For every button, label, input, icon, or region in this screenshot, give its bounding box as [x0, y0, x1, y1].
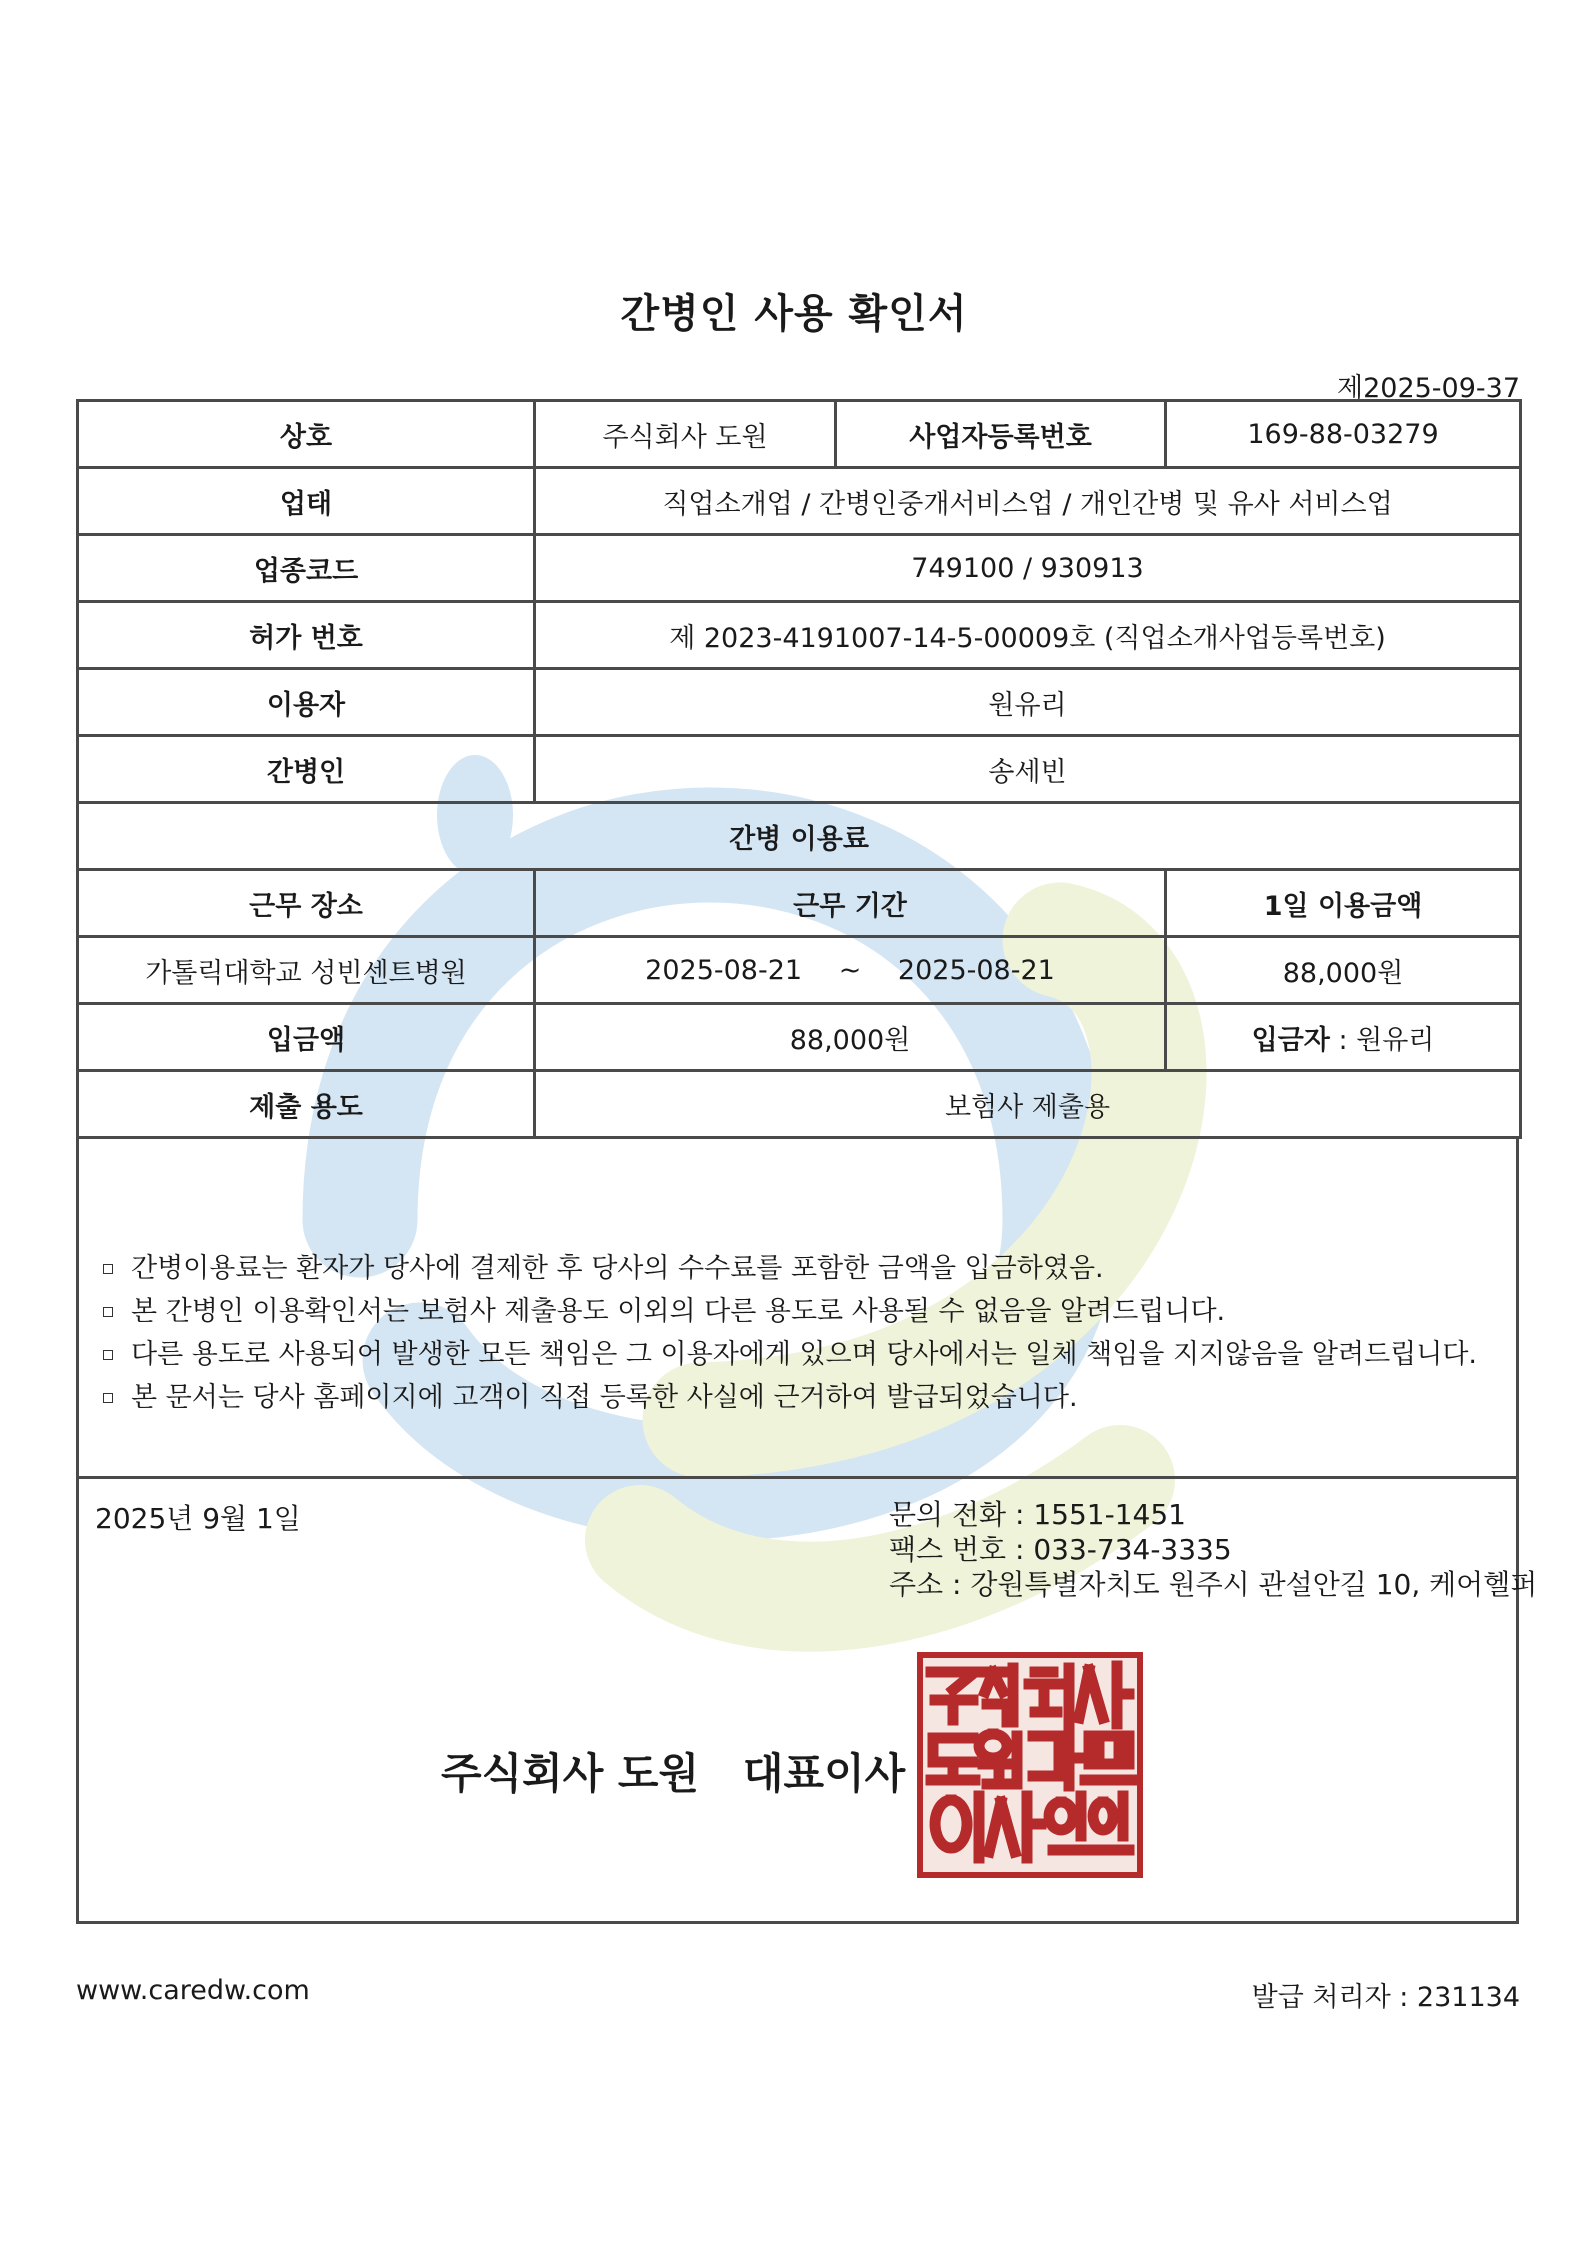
- notice-item: 다른 용도로 사용되어 발생한 모든 책임은 그 이용자에게 있으며 당사에서는 일체 책임을 지지않음을 알려드립니다.: [103, 1333, 1477, 1376]
- industry-code-label: 업종코드: [78, 535, 535, 602]
- depositor-separator: :: [1329, 1024, 1357, 1056]
- square-bullet-icon: [103, 1264, 113, 1274]
- industry-code-value: 749100 / 930913: [535, 535, 1521, 602]
- fee-value-row: [78, 937, 1521, 1004]
- work-period-label: 근무 기간: [535, 870, 1166, 937]
- signer-title: 주식회사 도원 대표이사: [441, 1749, 906, 1798]
- document-title: 간병인 사용 확인서: [620, 291, 968, 337]
- issue-date: 2025년 9월 1일: [95, 1502, 301, 1535]
- footer-box: [76, 1479, 1538, 1924]
- business-type-row: [78, 468, 1521, 535]
- info-table: [76, 399, 1522, 1139]
- period-start: 2025-08-21: [645, 954, 803, 986]
- purpose-row: [78, 1071, 1521, 1138]
- registration-number-value: 169-88-03279: [1166, 401, 1521, 468]
- period-end: 2025-08-21: [897, 954, 1055, 986]
- caregiver-label: 간병인: [78, 736, 535, 803]
- square-bullet-icon: [103, 1393, 113, 1403]
- work-place-label: 근무 장소: [78, 870, 535, 937]
- deposit-label: 입금액: [78, 1004, 535, 1071]
- license-number-row: [78, 602, 1521, 669]
- purpose-value: 보험사 제출용: [535, 1071, 1521, 1138]
- square-bullet-icon: [103, 1307, 113, 1317]
- issuer-id: 발급 처리자 : 231134: [1251, 1982, 1520, 2013]
- phone-number: 문의 전화 : 1551-1451: [889, 1498, 1186, 1531]
- deposit-row: [78, 1004, 1521, 1071]
- work-period-value: [535, 937, 1166, 1004]
- fax-number: 팩스 번호 : 033-734-3335: [889, 1533, 1232, 1566]
- industry-code-row: [78, 535, 1521, 602]
- user-label: 이용자: [78, 669, 535, 736]
- business-type-value: 직업소개업 / 간병인중개서비스업 / 개인간병 및 유사 서비스업: [535, 468, 1521, 535]
- notice-item: 본 간병인 이용확인서는 보험사 제출용도 이외의 다른 용도로 사용될 수 없음을 알려드립니다.: [103, 1290, 1477, 1333]
- fee-section-row: [78, 803, 1521, 870]
- fee-header-row: [78, 870, 1521, 937]
- company-name-label: 상호: [78, 401, 535, 468]
- depositor-value: 원유리: [1356, 1024, 1435, 1056]
- user-value: 원유리: [535, 669, 1521, 736]
- depositor-cell: [1166, 1004, 1521, 1071]
- user-row: [78, 669, 1521, 736]
- notice-box: [76, 1139, 1519, 1479]
- square-bullet-icon: [103, 1350, 113, 1360]
- work-place-value: 가톨릭대학교 성빈센트병원: [78, 937, 535, 1004]
- business-type-label: 업태: [78, 468, 535, 535]
- caregiver-row: [78, 736, 1521, 803]
- certificate-sheet: [76, 399, 1538, 1924]
- company-name-value: 주식회사 도원: [535, 401, 836, 468]
- notice-list: [103, 1247, 1477, 1419]
- license-number-value: 제 2023-4191007-14-5-00009호 (직업소개사업등록번호): [535, 602, 1521, 669]
- caregiver-value: 송세빈: [535, 736, 1521, 803]
- company-name-row: [78, 401, 1521, 468]
- registration-number-label: 사업자등록번호: [836, 401, 1166, 468]
- notice-item: 본 문서는 당사 홈페이지에 고객이 직접 등록한 사실에 근거하여 발급되었습니다.: [103, 1376, 1477, 1419]
- deposit-value: 88,000원: [535, 1004, 1166, 1071]
- website-url[interactable]: www.caredw.com: [76, 1975, 310, 2006]
- daily-amount-value: 88,000원: [1166, 937, 1521, 1004]
- company-seal-icon: [917, 1652, 1143, 1878]
- address: 주소 : 강원특별자치도 원주시 관설안길 10, 케어헬퍼: [889, 1568, 1538, 1601]
- period-separator: ~: [838, 954, 862, 986]
- contact-info: [889, 1497, 1537, 1602]
- purpose-label: 제출 용도: [78, 1071, 535, 1138]
- depositor-label: 입금자: [1251, 1024, 1330, 1056]
- document-number: 제2025-09-37: [1337, 373, 1520, 404]
- notice-item: 간병이용료는 환자가 당사에 결제한 후 당사의 수수료를 포함한 금액을 입금하였음.: [103, 1247, 1477, 1290]
- daily-amount-label: 1일 이용금액: [1166, 870, 1521, 937]
- license-number-label: 허가 번호: [78, 602, 535, 669]
- fee-section-title: 간병 이용료: [78, 803, 1521, 870]
